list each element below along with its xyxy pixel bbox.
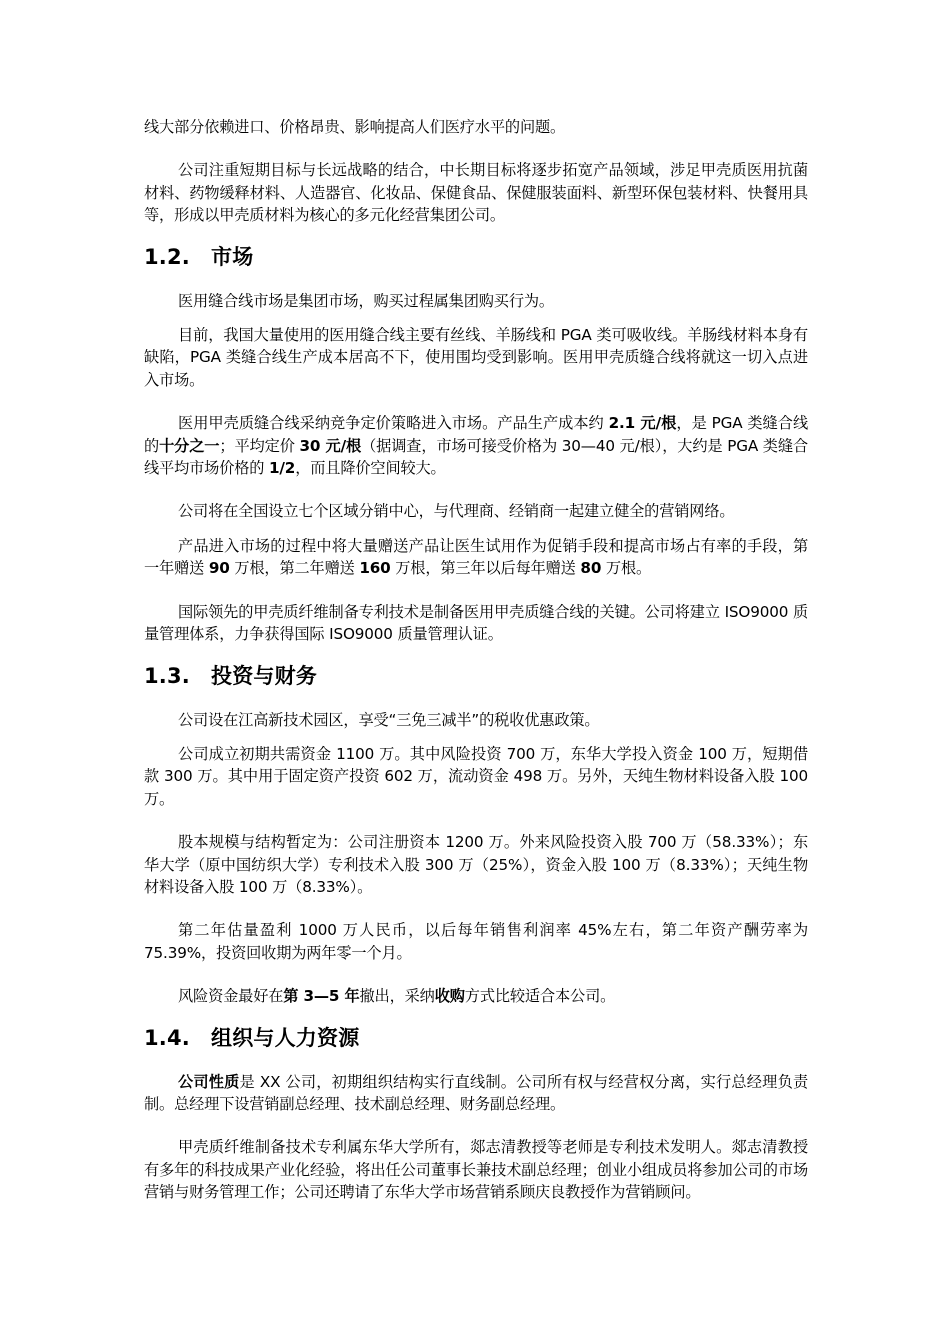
text-run: 方式比较适合本公司。: [464, 987, 616, 1006]
emphasis: 第 3—5 年: [283, 987, 360, 1006]
emphasis: 1/2: [268, 459, 296, 478]
paragraph: 股本规模与结构暂定为：公司注册资本 1200 万。外来风险投资入股 700 万（58.33%）；东华大学（原中国纺织大学）专利技术入股 300 万（25%），资金入股 100 万（8.33%）；天纯生物材料设备入股 100 万（8.33%）。: [144, 833, 808, 896]
section-title: 市场: [211, 244, 254, 269]
text-run: ；平均定价: [219, 436, 300, 455]
section-number: 1.3.: [144, 663, 190, 688]
paragraph: 线大部分依赖进口、价格昂贵、影响提高人们医疗水平的问题。: [144, 118, 566, 136]
paragraph: [144, 535, 808, 580]
paragraph: [144, 412, 808, 479]
paragraph: 目前，我国大量使用的医用缝合线主要有丝线、羊肠线和 PGA 类可吸收线。羊肠线材料本身有缺陷，PGA 类缝合线生产成本居高不下，使用围均受到影响。医用甲壳质缝合线将就这一切入点进入市场。: [144, 326, 808, 389]
paragraph: 公司设在江高新技术园区，享受“三免三减半”的税收优惠政策。: [178, 710, 600, 729]
section-number: 1.4.: [144, 1025, 190, 1050]
section-heading-market: [144, 242, 808, 272]
section-heading-organization-hr: [144, 1023, 808, 1053]
emphasis: 160: [359, 559, 391, 578]
emphasis: 收购: [434, 987, 465, 1006]
paragraph: [144, 985, 808, 1007]
text-run: 医用甲壳质缝合线采纳竞争定价策略进入市场。产品生产成本约: [178, 414, 609, 433]
text-run: ，是 PGA 类缝合线的: [144, 414, 809, 455]
emphasis: 公司性质: [178, 1072, 240, 1091]
paragraph: 医用缝合线市场是集团市场，购买过程属集团购买行为。: [178, 291, 554, 310]
text-run: 产品进入市场的过程中将大量赠送产品让医生试用作为促销手段和提高市场占有率的手段，第一年赠送: [144, 536, 808, 578]
section-number: 1.2.: [144, 244, 190, 269]
text-run: 万根，第二年赠送: [229, 559, 360, 578]
section-title: 组织与人力资源: [211, 1025, 360, 1050]
text-run: 撤出，采纳: [359, 987, 435, 1006]
text-run: 万根，第三年以后每年赠送: [390, 559, 581, 578]
emphasis: 90: [208, 559, 230, 578]
emphasis: 30 元/根: [299, 436, 362, 455]
paragraph: 甲壳质纤维制备技术专利属东华大学所有，郯志清教授等老师是专利技术发明人。郯志清教授有多年的科技成果产业化经验，将出任公司董事长兼技术副总经理；创业小组成员将参加公司的市场营销与财务管理工作；公司还聘请了东华大学市场营销系顾庆良教授作为营销顾问。: [144, 1138, 808, 1202]
text-run: 风险资金最好在: [178, 987, 284, 1006]
paragraph: 公司将在全国设立七个区域分销中心，与代理商、经销商一起建立健全的营销网络。: [178, 502, 735, 521]
paragraph: 公司注重短期目标与长远战略的结合，中长期目标将逐步拓宽产品领域，涉足甲壳质医用抗菌材料、药物缓释材料、人造器官、化妆品、保健食品、保健服装面料、新型环保包装材料、快餐用具等，形成以甲壳质材料为核心的多元化经营集团公司。: [144, 161, 808, 225]
emphasis: 十分之一: [159, 436, 220, 455]
text-run: 万根。: [601, 559, 652, 578]
text-run: 是 XX 公司，初期组织结构实行直线制。公司所有权与经营权分离，实行总经理负责制。总经理下设营销副总经理、技术副总经理、财务副总经理。: [144, 1072, 808, 1113]
text-run: （据调查，市场可接受价格为 30—40 元/根），大约是 PGA 类缝合线平均市场价格的: [144, 436, 808, 478]
emphasis: 80: [580, 559, 602, 578]
paragraph: [144, 1071, 808, 1116]
paragraph: 国际领先的甲壳质纤维制备专利技术是制备医用甲壳质缝合线的关键。公司将建立 ISO9000 质量管理体系，力争获得国际 ISO9000 质量管理认证。: [144, 602, 808, 644]
text-run: ，而且降价空间较大。: [295, 459, 446, 478]
section-title: 投资与财务: [211, 663, 317, 688]
emphasis: 2.1 元/根: [608, 414, 677, 433]
paragraph: 第二年估量盈利 1000 万人民币，以后每年销售利润率 45%左右，第二年资产酬劳率为 75.39%，投资回收期为两年零一个月。: [144, 921, 808, 962]
document-body: [144, 116, 808, 1204]
paragraph: 公司成立初期共需资金 1100 万。其中风险投资 700 万，东华大学投入资金 100 万，短期借款 300 万。其中用于固定资产投资 602 万，流动资金 498 万。另外，天纯生物材料设备入股 100 万。: [144, 744, 808, 808]
section-heading-investment-finance: [144, 661, 808, 691]
